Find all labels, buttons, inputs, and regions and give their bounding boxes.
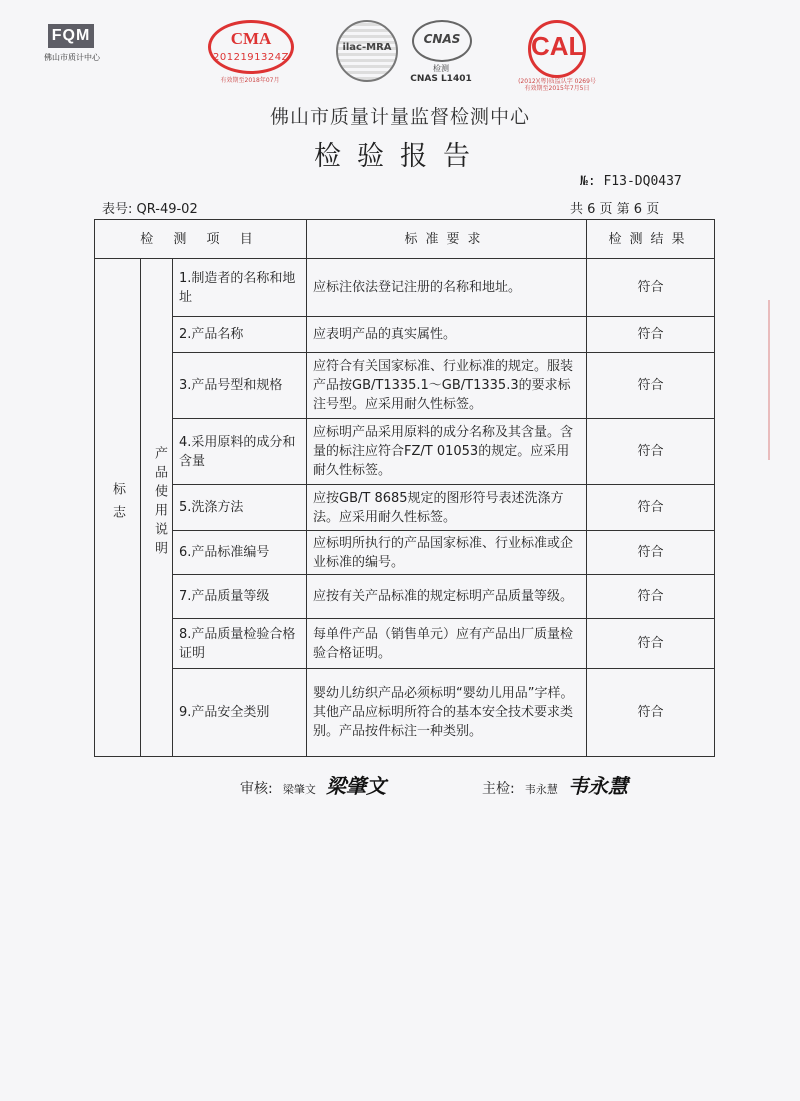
- fqm-logo: [44, 24, 114, 68]
- cma-note: 有效期至2018年07月: [220, 77, 280, 84]
- table-row: [95, 353, 715, 419]
- organization-name: 佛山市质量计量监督检测中心: [269, 106, 530, 128]
- chief-label: 主检:: [482, 781, 515, 797]
- requirement-cell: 应按有关产品标准的规定标明产品质量等级。: [307, 575, 587, 619]
- table-row: [95, 575, 715, 619]
- chief-handwritten-signature: 韦永慧: [568, 774, 628, 798]
- cma-logo: [200, 20, 300, 84]
- cnas-logo: [406, 20, 476, 84]
- cma-seal-text: CMA: [230, 29, 272, 48]
- cal-seal-text: CAL: [531, 31, 585, 61]
- cnas-seal-text: CNAS: [423, 32, 461, 46]
- header-item: 检 测 项 目: [95, 220, 307, 259]
- result-cell: 符合: [587, 419, 715, 485]
- table-row: [95, 259, 715, 317]
- table-row: [95, 619, 715, 669]
- cma-seal-number: 2012191324Z: [213, 52, 289, 63]
- reviewer-label: 审核:: [240, 781, 273, 797]
- ilac-seal: [336, 20, 398, 82]
- cal-note-1: (2012)(粤)质监认字 0269号: [518, 78, 596, 85]
- cnas-seal: [412, 20, 472, 62]
- table-row: [95, 669, 715, 757]
- item-cell: 8.产品质量检验合格证明: [173, 619, 307, 669]
- edge-stamp-mark: [768, 300, 800, 460]
- requirement-cell: 每单件产品（销售单元）应有产品出厂质量检验合格证明。: [307, 619, 587, 669]
- item-cell: 9.产品安全类别: [173, 669, 307, 757]
- table-row: [95, 317, 715, 353]
- cal-logo: [512, 20, 602, 90]
- requirement-cell: 应标明所执行的产品国家标准、行业标准或企业标准的编号。: [307, 531, 587, 575]
- result-cell: 符合: [587, 575, 715, 619]
- result-cell: 符合: [587, 531, 715, 575]
- table-row: [95, 485, 715, 531]
- table-row: [95, 531, 715, 575]
- item-cell: 4.采用原料的成分和含量: [173, 419, 307, 485]
- page-info: 共 6 页 第 6 页: [570, 202, 660, 217]
- requirement-cell: 婴幼儿纺织产品必须标明“婴幼儿用品”字样。其他产品应标明所符合的基本安全技术要求类别。产品按件标注一种类别。: [307, 669, 587, 757]
- cal-seal: [528, 20, 586, 78]
- requirement-cell: 应标注依法登记注册的名称和地址。: [307, 259, 587, 317]
- item-cell: 2.产品名称: [173, 317, 307, 353]
- item-cell: 5.洗涤方法: [173, 485, 307, 531]
- result-cell: 符合: [587, 317, 715, 353]
- item-cell: 7.产品质量等级: [173, 575, 307, 619]
- requirement-cell: 应按GB/T 8685规定的图形符号表述洗涤方法。应采用耐久性标签。: [307, 485, 587, 531]
- result-cell: 符合: [587, 619, 715, 669]
- result-cell: 符合: [587, 669, 715, 757]
- reviewer-handwritten-signature: 梁肇文: [326, 774, 386, 798]
- result-cell: 符合: [587, 353, 715, 419]
- fqm-logo-mark: FQM: [48, 24, 94, 48]
- inspection-table: [94, 219, 715, 757]
- table-row: [95, 419, 715, 485]
- chief-inspector-signature-block: [482, 770, 628, 799]
- cnas-sub: 检测: [433, 64, 449, 73]
- reviewer-name: 梁肇文: [282, 783, 316, 796]
- item-cell: 3.产品号型和规格: [173, 353, 307, 419]
- requirement-cell: 应符合有关国家标准、行业标准的规定。服装产品按GB/T1335.1～GB/T1335.3的要求标注号型。应采用耐久性标签。: [307, 353, 587, 419]
- fqm-logo-caption: 佛山市质计中心: [44, 53, 100, 62]
- cnas-code: CNAS L1401: [410, 74, 472, 84]
- form-number: 表号: QR-49-02: [102, 202, 198, 217]
- item-cell: 6.产品标准编号: [173, 531, 307, 575]
- page-title: 检验报告: [314, 141, 486, 172]
- report-number: №: F13-DQ0437: [580, 174, 682, 189]
- chief-name: 韦永慧: [524, 783, 558, 796]
- header-result: 检测结果: [587, 220, 715, 259]
- reviewer-signature-block: [240, 770, 386, 799]
- requirement-cell: 应表明产品的真实属性。: [307, 317, 587, 353]
- result-cell: 符合: [587, 259, 715, 317]
- ilac-mra-logo: [336, 20, 400, 84]
- item-cell: 1.制造者的名称和地址: [173, 259, 307, 317]
- result-cell: 符合: [587, 485, 715, 531]
- ilac-seal-text: ilac-MRA: [342, 42, 392, 53]
- header-requirement: 标准要求: [307, 220, 587, 259]
- category-label: 标志: [110, 481, 125, 528]
- cma-seal: [208, 20, 294, 74]
- category-cell: [95, 259, 141, 757]
- subcategory-label: 产品使用说明: [152, 446, 167, 560]
- requirement-cell: 应标明产品采用原料的成分名称及其含量。含量的标注应符合FZ/T 01053的规定。应采用耐久性标签。: [307, 419, 587, 485]
- cal-note-2: 有效期至2015年7月5日: [524, 85, 590, 92]
- subcategory-cell: [141, 259, 173, 757]
- table-header-row: [95, 220, 715, 259]
